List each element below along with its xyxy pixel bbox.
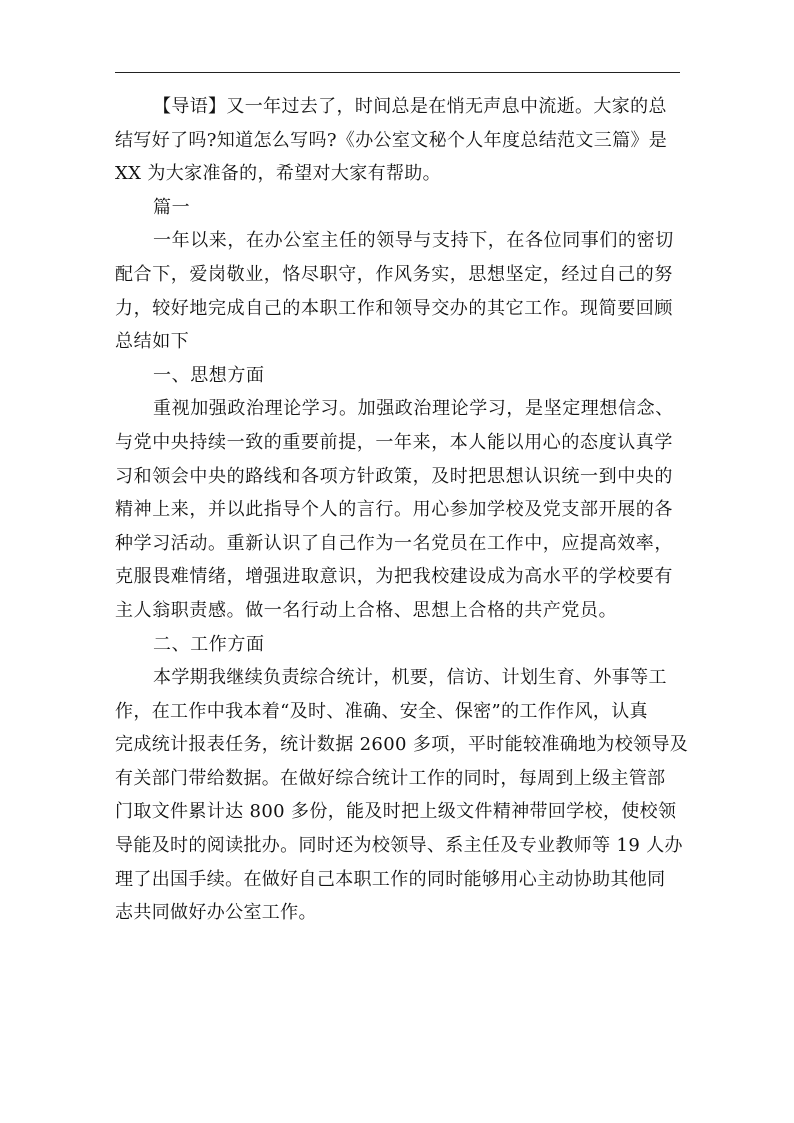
paragraph-line: 精神上来，并以此指导个人的言行。用心参加学校及党支部开展的各	[115, 499, 673, 521]
paragraph-line: 重视加强政治理论学习。加强政治理论学习，是坚定理想信念、	[153, 398, 674, 420]
paragraph-line: 作，在工作中我本着“及时、准确、安全、保密”的工作作风，认真	[115, 700, 648, 722]
paragraph-line: 习和领会中央的路线和各项方针政策，及时把思想认识统一到中央的	[115, 465, 673, 487]
intro-paragraph	[115, 90, 680, 191]
paragraph-line: 门取文件累计达 800 多份，能及时把上级文件精神带回学校，使校领	[115, 801, 677, 823]
section-title: 篇一	[153, 196, 191, 218]
paragraph-3	[115, 661, 689, 930]
paragraph-line: 完成统计报表任务，统计数据 2600 多项，平时能较准确地为校领导及	[115, 734, 689, 756]
paragraph-line: 与党中央持续一致的重要前提，一年来，本人能以用心的态度认真学	[115, 431, 673, 453]
paragraph-1	[115, 224, 680, 358]
paragraph-line: 本学期我继续负责综合统计，机要，信访、计划生育、外事等工	[153, 667, 667, 689]
paragraph-line: 力，较好地完成自己的本职工作和领导交办的其它工作。现简要回顾	[115, 297, 673, 319]
paragraph-line: 一年以来，在办公室主任的领导与支持下，在各位同事们的密切	[153, 230, 674, 252]
paragraph-line: 主人翁职责感。做一名行动上合格、思想上合格的共产党员。	[115, 599, 618, 621]
paragraph-line: 理了出国手续。在做好自己本职工作的同时能够用心主动协助其他同	[115, 868, 666, 890]
heading-work: 二、工作方面	[153, 633, 265, 655]
paragraph-line: 有关部门带给数据。在做好综合统计工作的同时，每周到上级主管部	[115, 767, 666, 789]
header-rule	[115, 72, 680, 73]
paragraph-line: 导能及时的阅读批办。同时还为校领导、系主任及专业教师等 19 人办	[115, 835, 683, 857]
document-body	[115, 90, 689, 930]
intro-line: XX 为大家准备的，希望对大家有帮助。	[115, 163, 441, 185]
paragraph-line: 总结如下	[115, 331, 190, 353]
paragraph-line: 种学习活动。重新认识了自己作为一名党员在工作中，应提高效率，	[115, 532, 673, 554]
intro-line: 结写好了吗?知道怎么写吗?《办公室文秘个人年度总结范文三篇》是	[115, 129, 668, 151]
heading-thought: 一、思想方面	[153, 364, 265, 386]
paragraph-2	[115, 392, 680, 627]
paragraph-line: 配合下，爱岗敬业，恪尽职守，作风务实，思想坚定，经过自己的努	[115, 263, 673, 285]
intro-line: 【导语】又一年过去了，时间总是在悄无声息中流逝。大家的总	[153, 96, 667, 117]
paragraph-line: 志共同做好办公室工作。	[115, 902, 317, 924]
paragraph-line: 克服畏难情绪，增强进取意识，为把我校建设成为高水平的学校要有	[115, 566, 673, 588]
